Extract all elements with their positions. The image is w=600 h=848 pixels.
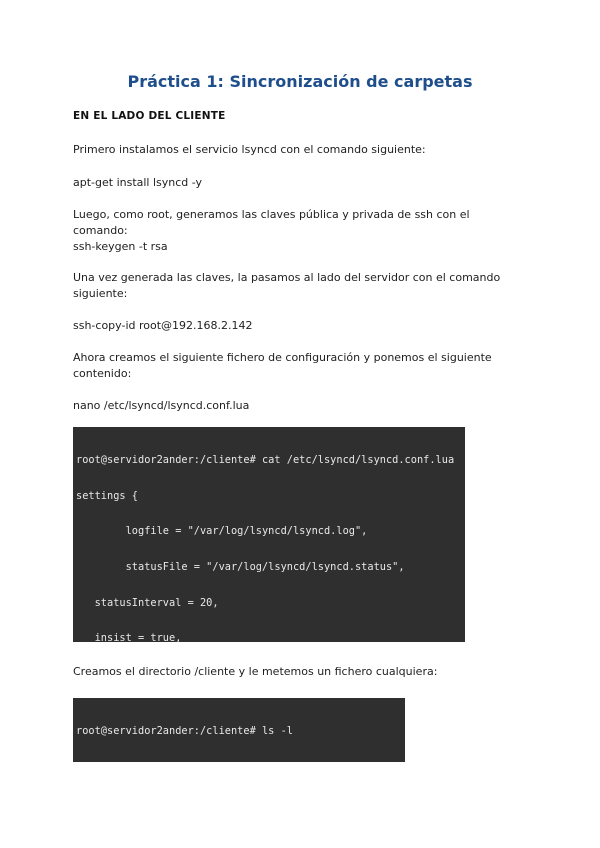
paragraph-directory-intro: Creamos el directorio /cliente y le metemos un fichero cualquiera: — [73, 665, 438, 678]
terminal-line: insist = true, — [76, 632, 182, 642]
paragraph-keygen-intro: Luego, como root, generamos las claves pública y privada de ssh con el comando: — [73, 208, 470, 237]
command-ssh-copy-id: ssh-copy-id root@192.168.2.142 — [73, 319, 253, 332]
page-title: Práctica 1: Sincronización de carpetas — [127, 72, 473, 91]
paragraph-config-intro: Ahora creamos el siguiente fichero de configuración y ponemos el siguiente contenido: — [73, 351, 492, 380]
command-ssh-keygen: ssh-keygen -t rsa — [73, 240, 168, 253]
terminal-config-screenshot — [73, 427, 465, 642]
terminal-line: statusFile = "/var/log/lsyncd/lsyncd.status", — [76, 560, 405, 573]
terminal-line: settings { — [76, 489, 138, 502]
command-nano: nano /etc/lsyncd/lsyncd.conf.lua — [73, 399, 250, 412]
terminal-line: root@servidor2ander:/cliente# cat /etc/lsyncd/lsyncd.conf.lua — [76, 453, 455, 466]
terminal-line: root@servidor2ander:/cliente# ls -l — [76, 724, 293, 737]
terminal-line: logfile = "/var/log/lsyncd/lsyncd.log", — [76, 525, 368, 538]
section-heading: EN EL LADO DEL CLIENTE — [73, 110, 226, 122]
terminal-line: statusInterval = 20, — [76, 596, 219, 609]
terminal-ls-screenshot — [73, 698, 405, 762]
paragraph-copy-intro: Una vez generada las claves, la pasamos al lado del servidor con el comando siguiente: — [73, 271, 501, 300]
paragraph-install-intro: Primero instalamos el servicio lsyncd con el comando siguiente: — [73, 143, 426, 156]
command-apt-get: apt-get install lsyncd -y — [73, 176, 203, 189]
